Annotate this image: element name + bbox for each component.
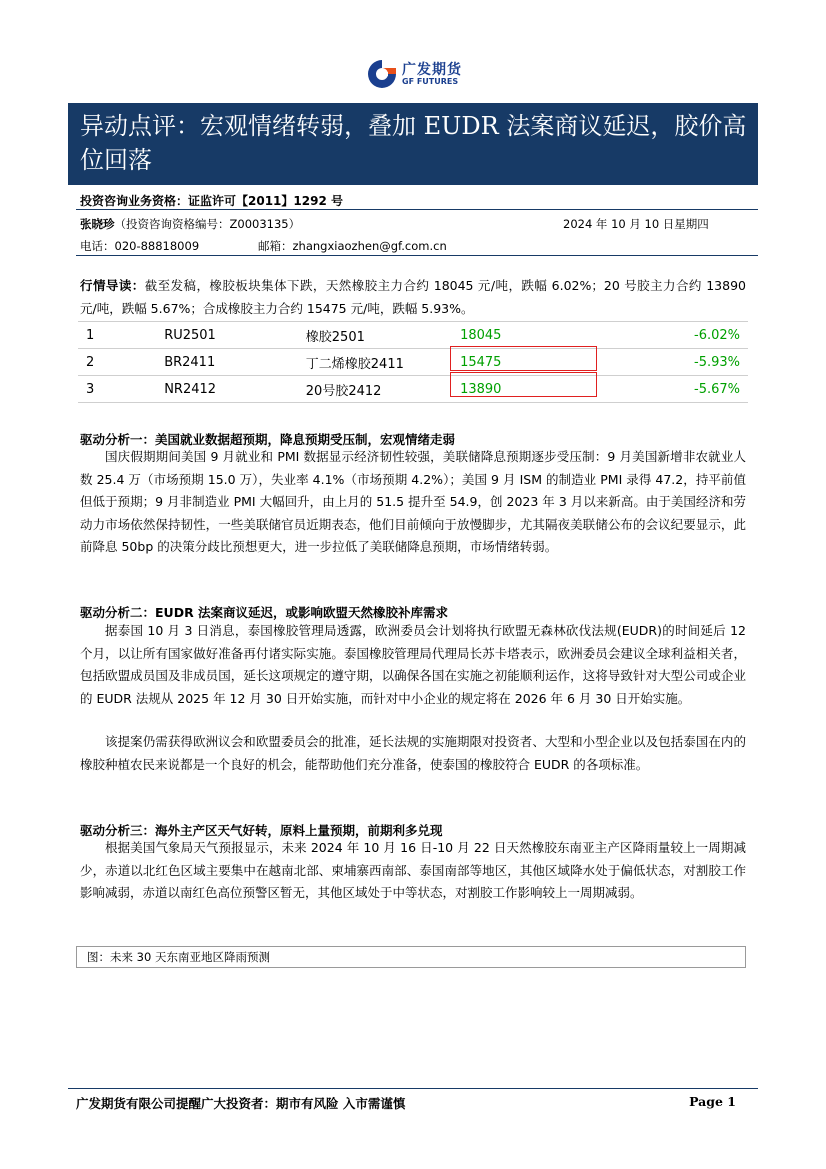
contract-change: -5.67% <box>604 376 748 403</box>
row-index: 2 <box>78 349 156 376</box>
contract-change: -6.02% <box>604 322 748 349</box>
logo-english-name: GF FUTURES <box>402 77 459 86</box>
contract-price: 13890 <box>452 376 604 403</box>
gf-logo-icon <box>366 58 398 90</box>
section-heading: 驱动分析一：美国就业数据超预期，降息预期受压制，宏观情绪走弱 <box>80 432 456 447</box>
divider <box>76 255 758 256</box>
section-paragraph: 据泰国 10 月 3 日消息，泰国橡胶管理局透露，欧洲委员会计划将执行欧盟无森林砍伐法规(EUDR)的时间延后 12 个月，以让所有国家做好准备再付诸实际实施。泰国橡胶管理局代理局长苏卡塔表示，欧洲委员会建议全球利益相关者，包括欧盟成员国及非成员国，延长这项规定的遵守期，以确保各国在实施之初能顺利运作，这将导致针对大型公司或企业的 EUDR 法规从 2025 年 12 月 30 日开始实施，而针对中小企业的规定将在 2026 年 6 月 30 日开始实施。 <box>80 623 746 706</box>
table-row <box>78 376 748 403</box>
author-name: 张晓珍 <box>80 217 115 231</box>
report-title: 异动点评：宏观情绪转弱，叠加 EUDR 法案商议延迟，胶价高位回落 <box>80 112 747 174</box>
logo-chinese-name: 广发期货 <box>402 62 462 78</box>
author-qualification: （投资咨询资格编号：Z0003135） <box>114 217 301 231</box>
section-heading: 驱动分析二：EUDR 法案商议延迟，或影响欧盟天然橡胶补库需求 <box>80 605 449 620</box>
contract-code: RU2501 <box>156 322 298 349</box>
author-line <box>80 216 300 232</box>
section-paragraph: 根据美国气象局天气预报显示，未来 2024 年 10 月 16 日-10 月 22 日天然橡胶东南亚主产区降雨量较上一周期减少，赤道以北红色区域主要集中在越南北部、柬埔寨西南部、泰国南部等地区，其他区域降水处于偏低状态，对割胶工作影响减弱，赤道以南红色高位预警区暂无，其他区域处于中等状态，对割胶工作影响较上一周期减弱。 <box>80 840 746 900</box>
page-number: Page 1 <box>689 1094 736 1109</box>
contract-code: NR2412 <box>156 376 298 403</box>
author-email[interactable]: 邮箱：zhangxiaozhen@gf.com.cn <box>258 239 447 253</box>
contract-name: 丁二烯橡胶2411 <box>298 349 452 376</box>
contract-code: BR2411 <box>156 349 298 376</box>
table-row <box>78 349 748 376</box>
market-guide <box>80 275 746 320</box>
section-paragraph: 国庆假期期间美国 9 月就业和 PMI 数据显示经济韧性较强，美联储降息预期逐步受压制：9 月美国新增非农就业人数 25.4 万（市场预期 15.0 万），失业率 4.1%（市场预期 4.2%）；美国 9 月 ISM 的制造业 PMI 录得 47.2，持平前值但低于预期；9 月非制造业 PMI 大幅回升，由上月的 51.5 提升至 54.9，创 2023 年 3 月以来新高。由于美国经济和劳动力市场依然保持韧性，一些美联储官员近期表态，他们目前倾向于放慢脚步，尤其隔夜美联储公布的会议纪要显示，此前降息 50bp 的决策分歧比预想更大，进一步拉低了美联储降息预期，市场情绪转弱。 <box>80 449 746 554</box>
license-info: 投资咨询业务资格：证监许可【2011】1292 号 <box>80 194 343 208</box>
futures-price-table <box>78 321 748 403</box>
table-row <box>78 322 748 349</box>
title-banner <box>68 103 758 185</box>
row-index: 1 <box>78 322 156 349</box>
gf-futures-logo <box>366 56 462 96</box>
contract-price: 15475 <box>452 349 604 376</box>
report-date: 2024 年 10 月 10 日星期四 <box>563 217 709 231</box>
row-index: 3 <box>78 376 156 403</box>
market-guide-label: 行情导读： <box>80 278 145 293</box>
divider <box>76 209 758 210</box>
section-paragraph: 该提案仍需获得欧洲议会和欧盟委员会的批准，延长法规的实施期限对投资者、大型和小型企业以及包括泰国在内的橡胶种植农民来说都是一个良好的机会，能帮助他们充分准备，使泰国的橡胶符合 EUDR 的各项标准。 <box>80 734 746 772</box>
market-guide-text: 截至发稿，橡胶板块集体下跌，天然橡胶主力合约 18045 元/吨，跌幅 6.02%；20 号胶主力合约 13890 元/吨，跌幅 5.67%；合成橡胶主力合约 15475 元/吨，跌幅 5.93%。 <box>80 278 746 316</box>
figure-caption: 图：未来 30 天东南亚地区降雨预测 <box>76 946 746 968</box>
author-phone: 电话：020-88818009 <box>80 239 200 253</box>
footer-disclaimer: 广发期货有限公司提醒广大投资者：期市有风险 入市需谨慎 <box>76 1096 406 1111</box>
section-heading: 驱动分析三：海外主产区天气好转，原料上量预期，前期利多兑现 <box>80 823 443 838</box>
contract-change: -5.93% <box>604 349 748 376</box>
contract-price: 18045 <box>452 322 604 349</box>
contract-name: 橡胶2501 <box>298 322 452 349</box>
footer-divider <box>68 1088 758 1089</box>
contract-name: 20号胶2412 <box>298 376 452 403</box>
price-highlight-box <box>450 346 597 371</box>
price-highlight-box <box>450 372 597 397</box>
